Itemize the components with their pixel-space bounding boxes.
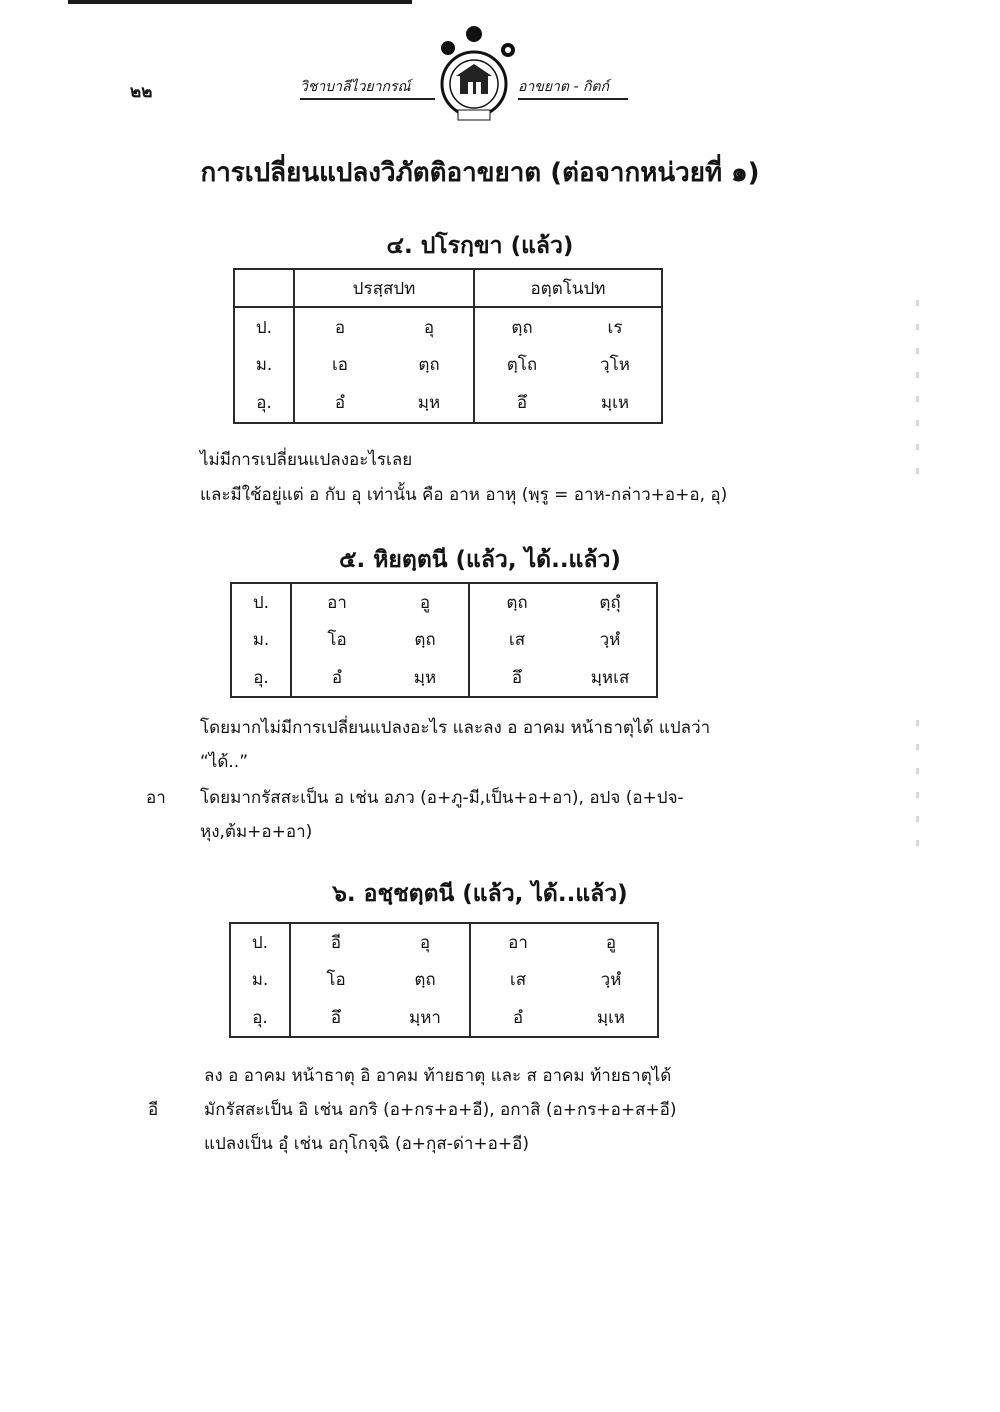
section-4-note: ไม่มีการเปลี่ยนแปลงอะไรเลย [200,450,413,470]
table-cell: มฺห [417,393,441,414]
header-underline-left [300,98,435,100]
table-cell: เอ [294,346,385,384]
section-5-title: ๕. หิยตฺตนี (แล้ว, ได้..แล้ว) [339,547,621,573]
scan-artifact [916,720,920,864]
table-cell: อี [290,923,381,961]
section-5-note: โดยมากไม่มีการเปลี่ยนแปลงอะไร และลง อ อาคม หน้าธาตุได้ แปลว่า [200,718,711,738]
person-label: อุ. [253,667,269,688]
table-cell: โอ [290,961,381,998]
top-rule [68,0,412,4]
table-cell: ตฺถ [414,970,436,991]
page-title: การเปลี่ยนแปลงวิภัตติอาขยาต (ต่อจากหน่วยที่ ๑) [200,158,760,188]
section-4-note: และมีใช้อยู่แต่ อ กับ อุ เท่านั้น คือ อาห อาหุ (พฺรู = อาห-กล่าว+อ+อ, อุ) [200,485,728,505]
table-row [231,583,657,621]
table-row [234,307,662,346]
table-cell: อา [470,923,565,961]
table-cell: อึ [290,999,381,1037]
table-cell: เร [607,317,623,338]
header-corner [234,269,294,307]
table-cell: อํ [294,384,385,423]
table-cell: ตฺถ [474,307,569,346]
header-underline-right [518,98,628,100]
header-right-caption: อาขยาต - กิตก์ [518,79,609,95]
section-4-title: ๔. ปโรกฺขา (แล้ว) [386,233,574,259]
section-6-table [229,922,659,1038]
section-6-side-note: มักรัสสะเป็น อิ เช่น อกริ (อ+กร+อ+อี), อกาสิ (อ+กร+อ+ส+อี) [204,1100,677,1120]
table-cell: ตฺถ [418,355,440,376]
table-cell: อํ [291,659,382,697]
section-6-side-label: อี [148,1100,159,1120]
section-5-table [230,582,658,698]
table-cell: อู [419,593,431,614]
table-row [231,659,657,697]
table-cell: อ [294,307,385,346]
table-row [230,961,658,998]
table-row [231,621,657,658]
table-cell: มฺหเส [590,667,630,688]
table-header-cell: อตฺตโนปท [474,269,662,307]
table-cell: ตฺถ [414,630,436,651]
person-label: อุ. [252,1007,268,1028]
table-cell: วฺหํ [599,630,621,651]
section-5-side-note: หุง,ต้ม+อ+อา) [200,822,313,842]
table-cell: อู [605,933,617,954]
table-cell: มฺหา [409,1007,441,1028]
table-row [234,384,662,423]
person-label: ป. [255,317,273,338]
table-row [230,923,658,961]
table-cell: ตฺถุํ [599,593,621,614]
table-row [230,999,658,1037]
scan-artifact [916,300,920,492]
table-cell: วฺโห [600,355,630,376]
institution-seal-icon [428,24,520,128]
table-cell: โอ [291,621,382,658]
table-cell: ตฺถ [469,583,564,621]
table-cell: อุ [423,317,435,338]
header-left-caption: วิชาบาลีไวยากรณ์ [300,79,411,95]
section-5-side-label: อา [146,788,166,808]
table-cell: อํ [470,999,565,1037]
section-5-note: “ได้..” [200,752,249,772]
page-number: ๒๒ [130,82,153,102]
table-cell: เส [470,961,565,998]
table-cell: อึ [474,384,569,423]
person-label: ม. [252,630,270,651]
person-label: ป. [251,933,269,954]
table-row [234,346,662,384]
table-cell: วฺหํ [600,970,622,991]
section-4-table [233,268,663,424]
table-cell: อึ [469,659,564,697]
table-cell: มฺเห [596,1007,626,1028]
table-cell: มฺห [413,667,437,688]
person-label: ม. [251,970,269,991]
section-6-title: ๖. อชฺชตฺตนี (แล้ว, ได้..แล้ว) [332,881,628,907]
table-header-cell: ปรสฺสปท [294,269,474,307]
person-label: ป. [252,593,270,614]
table-cell: เส [469,621,564,658]
person-label: ม. [255,355,273,376]
section-6-note: ลง อ อาคม หน้าธาตุ อิ อาคม ท้ายธาตุ และ ส อาคม ท้ายธาตุได้ [204,1066,672,1086]
table-cell: มฺเห [600,393,630,414]
table-cell: อา [291,583,382,621]
person-label: อุ. [256,393,272,414]
table-cell: อุ [419,933,431,954]
section-6-side-note: แปลงเป็น อุํ เช่น อกุโกจฺฉิ (อ+กุส-ด่า+อ+อี) [204,1134,529,1154]
table-cell: ตฺโถ [474,346,569,384]
section-5-side-note: โดยมากรัสสะเป็น อ เช่น อภว (อ+ภู-มี,เป็น+อ+อา), อปจ (อ+ปจ- [200,788,684,808]
